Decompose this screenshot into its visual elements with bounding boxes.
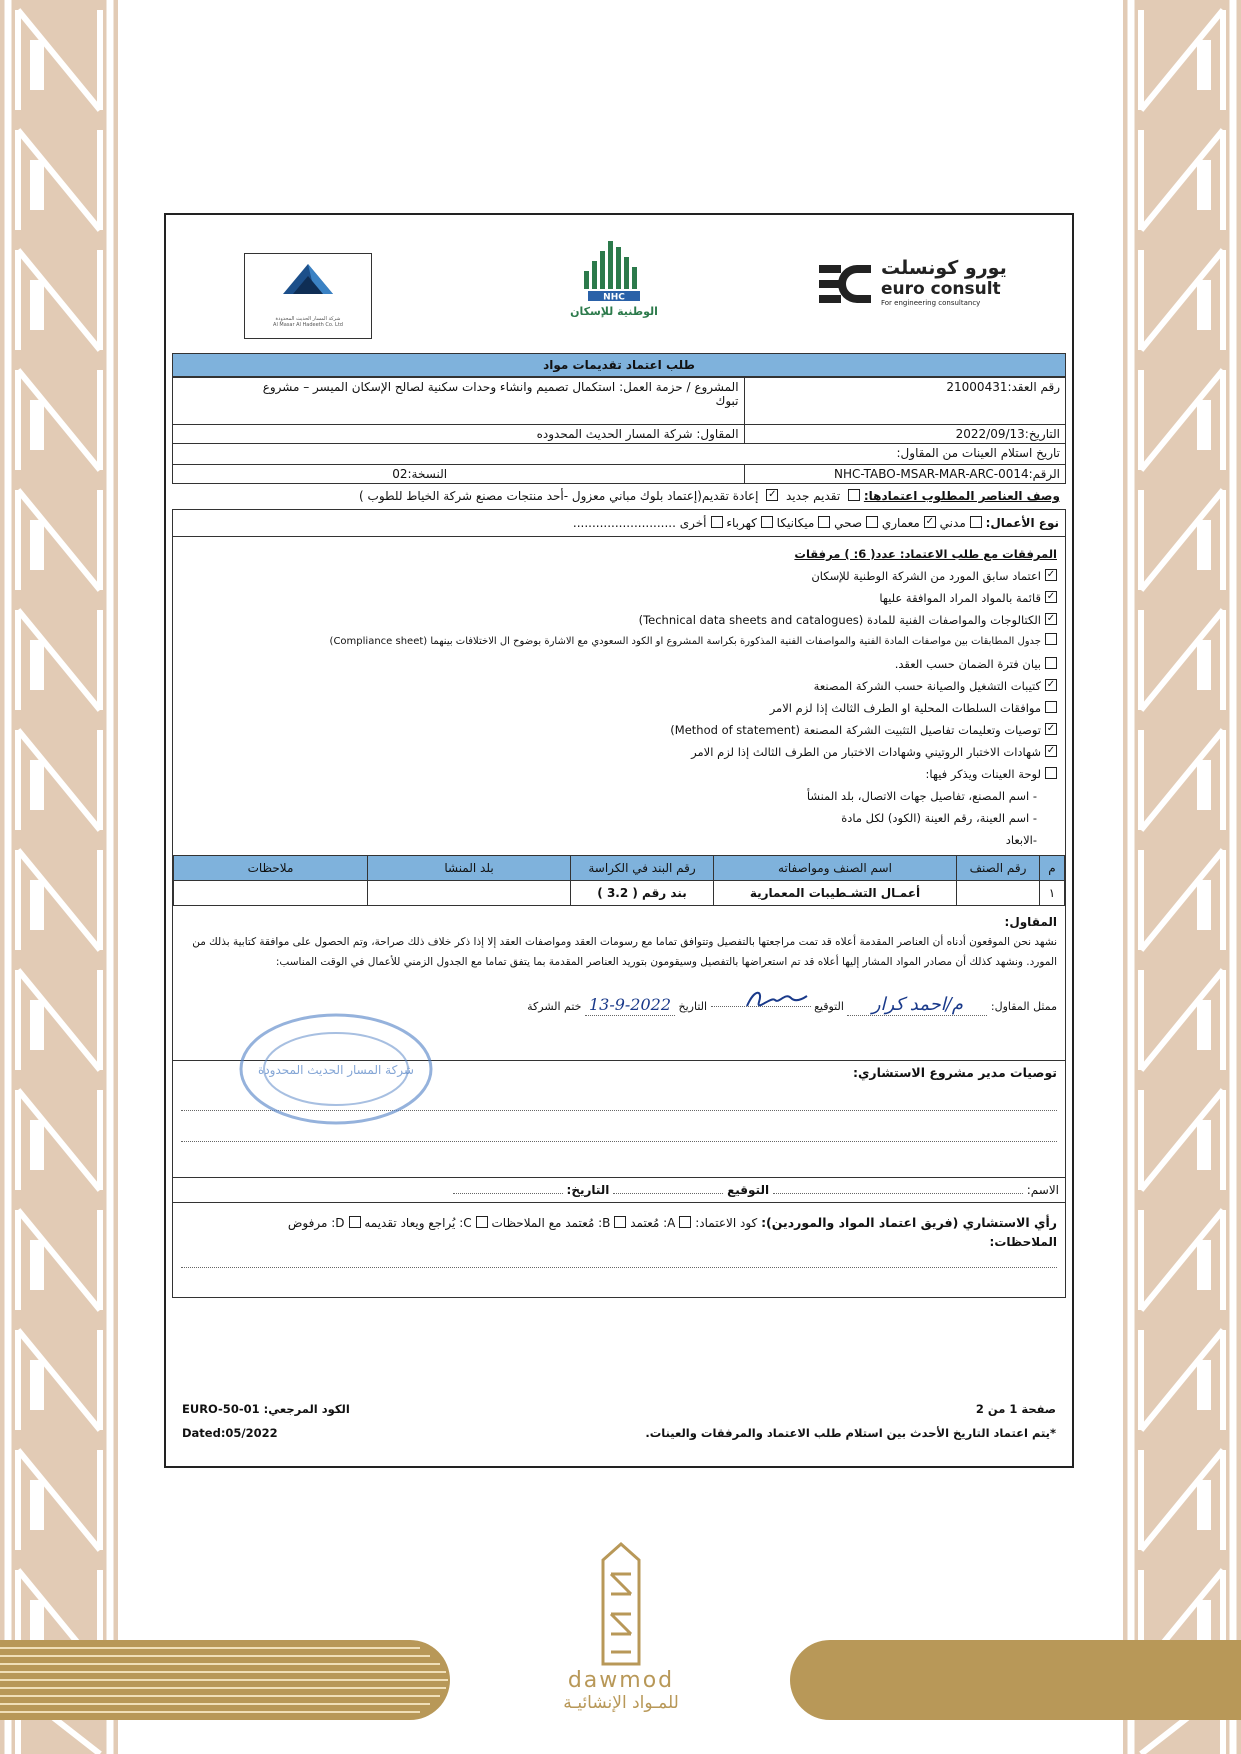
code-b-checkbox[interactable]	[614, 1216, 626, 1228]
attachment-text: الكتالوجات والمواصفات الفنية للمادة (Technical data sheets and catalogues)	[638, 613, 1041, 627]
bottom-right-gold-bar	[790, 1640, 1241, 1720]
work-type-architectural-checkbox[interactable]	[924, 516, 936, 528]
attachment-checkbox[interactable]	[1045, 633, 1057, 645]
description-label: وصف العناصر المطلوب اعتمادها:	[863, 489, 1060, 503]
attachment-item	[181, 675, 1057, 697]
brand-arabic: للمـواد الإنشائيـة	[563, 1693, 679, 1713]
col-header-origin: بلد المنشا	[368, 856, 571, 881]
cell-item-name: أعمـال التشـطيبات المعمارية	[714, 881, 957, 906]
submission-date: التاريخ:2022/09/13	[744, 425, 1065, 444]
attachments-section	[173, 537, 1065, 851]
company-stamp	[236, 1010, 436, 1128]
attachment-checkbox[interactable]	[1045, 745, 1057, 757]
work-type-plumbing-checkbox[interactable]	[866, 516, 878, 528]
rep-label: ممثل المقاول:	[990, 1000, 1057, 1013]
brand-latin: dawmod	[567, 1668, 675, 1693]
attachment-checkbox[interactable]	[1045, 569, 1057, 581]
form-footer	[182, 1402, 1056, 1452]
material-approval-form	[172, 353, 1066, 1298]
nhc-logo	[564, 237, 664, 337]
sign-date: 13-9-2022	[585, 995, 675, 1016]
cell-index: ١	[1040, 881, 1065, 906]
contractor-label: المقاول:	[1004, 915, 1057, 929]
signature-scribble-icon	[741, 986, 811, 1014]
company-stamp-label: ختم الشركة	[527, 1000, 582, 1013]
euro-consult-arabic: يورو كونسلت	[881, 257, 1007, 279]
pm-recommendations-label: توصيات مدير مشروع الاستشاري:	[852, 1065, 1057, 1080]
attachment-text: كتيبات التشغيل والصيانة حسب الشركة المصنعة	[813, 679, 1041, 693]
masar-caption-en: Al Masar Al Hadeeth Co. Ltd	[273, 322, 343, 328]
attachment-item	[181, 763, 1057, 785]
attachment-item	[181, 719, 1057, 741]
cell-clause: بند رقم ( 3.2 )	[571, 881, 714, 906]
right-decorative-border	[1123, 0, 1241, 1754]
rep-name: م/احمد كرار	[847, 995, 987, 1016]
sample-note: - اسم العينة، رقم العينة (الكود) لكل مادة	[841, 811, 1037, 825]
attachment-text: لوحة العينات ويذكر فيها:	[925, 767, 1041, 781]
attachment-text: موافقات السلطات المحلية او الطرف الثالث إذا لزم الامر	[769, 701, 1041, 715]
attachment-text: شهادات الاختبار الروتيني وشهادات الاختبار من الطرف الثالث إذا لزم الامر	[691, 745, 1041, 759]
work-type-architectural: معماري	[881, 516, 920, 530]
sample-note: - اسم المصنع، تفاصيل جهات الاتصال، بلد المنشأ	[806, 789, 1037, 803]
cell-item-no	[957, 881, 1040, 906]
dated-code: Dated:05/2022	[182, 1426, 278, 1440]
contractor-statement: نشهد نحن الموقعون أدناه أن العناصر المقدمة أعلاه قد تمت مراجعتها بالتفصيل وتتوافق تماما مع رسومات العقد ومواصفات العقد إلا إذا ذكر خلاف ذلك صراحة، وتم الحصول على موافقة كتابية بذلك من المورد. ونشهد كذلك أن مصادر المواد المشار إليها أعلاه قد تم استعراضها بالتفصيل وسيقومون بتوريد العناصر المقدمة بما يتفق تماما مع الجدول الزمني للأعمال في الوقت المناسب:	[192, 936, 1057, 968]
work-type-other-dots: ...........................	[572, 516, 676, 530]
attachment-item	[181, 741, 1057, 763]
code-b: B: مُعتمد مع الملاحظات	[491, 1216, 611, 1230]
code-d: D: مرفوض	[287, 1216, 345, 1230]
signature-field-2[interactable]	[613, 1193, 723, 1194]
project-line-2: تبوك	[715, 394, 739, 408]
col-header-item-no: رقم الصنف	[957, 856, 1040, 881]
attachment-checkbox[interactable]	[1045, 613, 1057, 625]
pm-sign-row	[173, 1177, 1065, 1202]
consultant-opinion-label: رأي الاستشاري (فريق اعتماد المواد والموردين):	[761, 1215, 1057, 1230]
col-header-clause: رقم البند في الكراسة	[571, 856, 714, 881]
header-logos	[166, 229, 1072, 339]
footnote: *يتم اعتماد التاريخ الأحدث بين استلام طلب الاعتماد والمرفقات والعينات.	[645, 1426, 1056, 1440]
masar-caption-ar: شركة المسار الحديث المحدودة	[275, 316, 341, 322]
description-row	[172, 486, 1066, 507]
attachment-text: اعتماد سابق المورد من الشركة الوطنية للإسكان	[811, 569, 1041, 583]
project-info-table	[172, 377, 1066, 484]
code-a: A: مُعتمد	[630, 1216, 676, 1230]
attachment-item	[181, 609, 1057, 631]
work-type-civil-checkbox[interactable]	[970, 516, 982, 528]
attachment-item	[181, 697, 1057, 719]
form-title: طلب اعتماد تقديمات مواد	[172, 353, 1066, 377]
attachment-checkbox[interactable]	[1045, 723, 1057, 735]
cell-origin	[368, 881, 571, 906]
name-field[interactable]	[773, 1193, 1023, 1194]
attachment-item	[181, 653, 1057, 675]
masar-company-logo	[244, 253, 372, 339]
col-header-item-name: اسم الصنف ومواصفاته	[714, 856, 957, 881]
remarks-label: الملاحظات:	[989, 1235, 1057, 1249]
table-row	[174, 881, 1065, 906]
work-type-civil: مدني	[939, 516, 966, 530]
masar-pyramid-icon	[245, 254, 371, 304]
work-type-plumbing: صحي	[834, 516, 863, 530]
work-attachments-box	[172, 509, 1066, 1298]
euro-consult-tagline: For engineering consultancy	[881, 299, 981, 307]
attachment-text: بيان فترة الضمان حسب العقد.	[894, 657, 1041, 671]
signature-field	[711, 986, 811, 1007]
date-label: التاريخ	[678, 1000, 708, 1013]
approval-code-label: كود الاعتماد:	[695, 1216, 758, 1230]
attachment-text: جدول المطابقات بين مواصفات المادة الفنية والمواصفات الفنية المذكورة بكراسة المشروع او الكود السعودي مع الاشارة بوضوح ال الاختلافات بينهما (Compliance sheet)	[329, 636, 1041, 647]
reference-code: الكود المرجعي: EURO-50-01	[182, 1402, 350, 1416]
revision-number	[173, 465, 745, 484]
date-field-2[interactable]	[453, 1193, 563, 1194]
euro-consult-english: euro consult	[881, 279, 1001, 299]
ec-logo-icon	[819, 261, 875, 307]
attachment-checkbox[interactable]	[1045, 657, 1057, 669]
name-label: الاسم:	[1026, 1183, 1059, 1197]
work-type-other: أخرى	[679, 516, 707, 530]
attachment-text: قائمة بالمواد المراد الموافقة عليها	[879, 591, 1041, 605]
signature-label-2: التوقيع	[727, 1183, 770, 1197]
resubmission-checkbox[interactable]	[766, 489, 778, 501]
bottom-left-gold-bar	[0, 1640, 452, 1720]
code-c: C: يُراجع ويعاد تقديمه	[364, 1216, 472, 1230]
nhc-buildings-icon	[574, 237, 654, 303]
new-submission-label: تقديم جديد	[786, 489, 841, 503]
work-type-electrical: كهرباء	[726, 516, 757, 530]
project-cell	[173, 378, 745, 425]
attachment-checkbox[interactable]	[1045, 591, 1057, 603]
col-header-notes: ملاحظات	[174, 856, 368, 881]
work-type-other-checkbox[interactable]	[711, 516, 723, 528]
work-type-mechanical-checkbox[interactable]	[818, 516, 830, 528]
contract-number: رقم العقد:21000431	[744, 378, 1065, 425]
resubmission-label: إعادة تقديم(إعتماد بلوك مباني معزول -أحد منتجات مصنع شركة الخياط للطوب )	[359, 489, 759, 503]
sample-note: -الابعاد	[1005, 833, 1037, 847]
attachment-item	[181, 631, 1057, 653]
remarks-line[interactable]	[181, 1249, 1057, 1268]
code-c-checkbox[interactable]	[476, 1216, 488, 1228]
attachment-item	[181, 587, 1057, 609]
code-d-checkbox[interactable]	[349, 1216, 361, 1228]
work-type-electrical-checkbox[interactable]	[761, 516, 773, 528]
revision-text: النسخة:02	[392, 467, 448, 481]
left-decorative-border	[0, 0, 118, 1754]
attachment-text: توصيات وتعليمات تفاصيل التثبيت الشركة المصنعة (Method of statement)	[670, 723, 1041, 737]
work-type-label: نوع الأعمال:	[985, 516, 1059, 530]
work-type-row	[173, 510, 1065, 537]
signature-label: التوقيع	[814, 1000, 844, 1013]
document-page	[164, 213, 1074, 1468]
attachment-checkbox[interactable]	[1045, 679, 1057, 691]
nhc-arabic-name: الوطنية للإسكان	[570, 305, 658, 318]
attachment-checkbox[interactable]	[1045, 701, 1057, 713]
items-table	[173, 855, 1065, 906]
consultant-opinion-section	[173, 1202, 1065, 1297]
nhc-short-text: NHC	[603, 292, 625, 303]
date-label-2: التاريخ:	[566, 1183, 610, 1197]
stamp-text: شركة المسار الحديث المحدودة	[258, 1063, 414, 1077]
contractor-name: المقاول: شركة المسار الحديث المحدوده	[173, 425, 745, 444]
euro-consult-logo	[819, 257, 1034, 309]
page-number: صفحة 1 من 2	[975, 1402, 1056, 1416]
col-header-index: م	[1040, 856, 1065, 881]
work-type-mechanical: ميكانيكا	[776, 516, 815, 530]
code-a-checkbox[interactable]	[679, 1216, 691, 1228]
project-line-1: المشروع / حزمة العمل: استكمال تصميم وانشاء وحدات سكنية لصالح الإسكان الميسر – مشروع	[262, 380, 739, 394]
dawmod-brand-logo	[531, 1540, 711, 1740]
attachments-title: المرفقات مع طلب الاعتماد: عدد( 6: ) مرفقات	[794, 547, 1057, 561]
attachment-item	[181, 565, 1057, 587]
attachment-checkbox[interactable]	[1045, 767, 1057, 779]
cell-notes	[174, 881, 368, 906]
reference-number: الرقم:NHC-TABO-MSAR-MAR-ARC-0014	[744, 465, 1065, 484]
tower-logo-icon	[581, 1540, 661, 1670]
sample-receipt-date: تاريخ استلام العينات من المقاول:	[173, 444, 1066, 465]
new-submission-checkbox[interactable]	[848, 489, 860, 501]
